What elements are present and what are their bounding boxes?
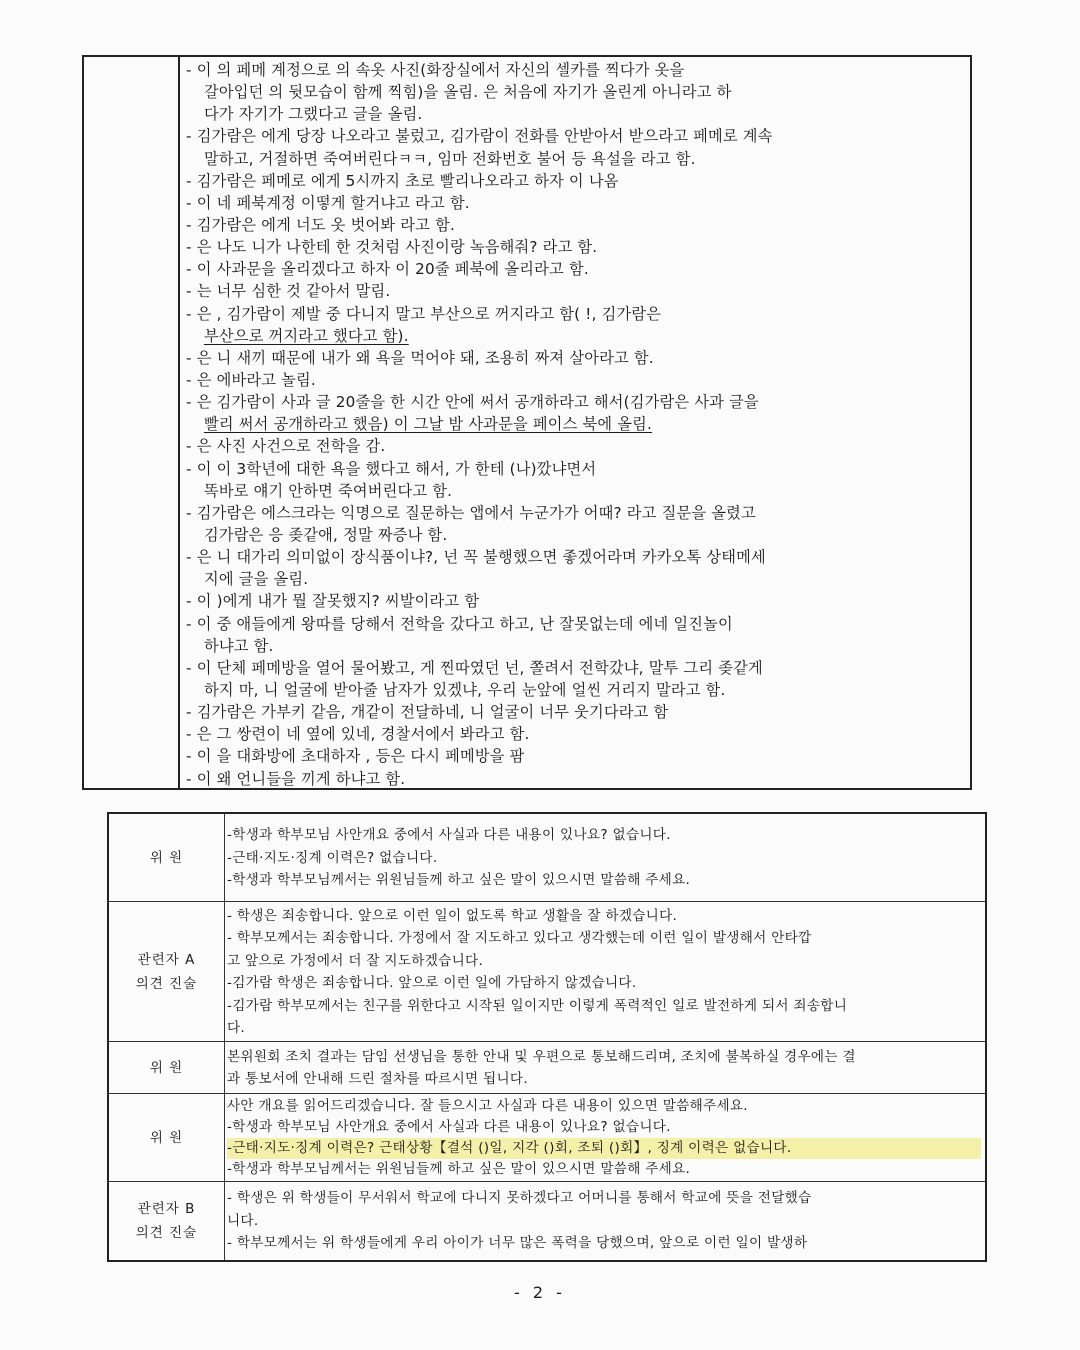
narrative-line: - 은 사진 사건으로 전학을 감. <box>186 437 386 456</box>
record-line: -근태·지도·징계 이력은? 없습니다. <box>227 849 438 866</box>
record-row-label <box>109 1094 225 1181</box>
narrative-line: - 김가람은 페메로 에게 5시까지 초로 빨리나오라고 하자 이 나옴 <box>186 171 619 190</box>
record-line: 사안 개요를 읽어드리겠습니다. 잘 들으시고 사실과 다른 내용이 있으면 말씀해주세요. <box>227 1098 748 1114</box>
record-line: 본위원회 조치 결과는 담임 선생님을 통한 안내 및 우편으로 통보해드리며, 조치에 불복하실 경우에는 결 <box>227 1048 856 1065</box>
narrative-line: - 김가람은 에게 당장 나오라고 불렀고, 김가람이 전화를 안받아서 받으라고 페메로 계속 <box>186 127 773 146</box>
record-line: - 학생은 죄송합니다. 앞으로 이런 일이 없도록 학교 생활을 잘 하겠습니다. <box>227 907 678 924</box>
record-line: - 학생은 위 학생들이 무서워서 학교에 다니지 못하겠다고 어머니를 통해서 학교에 뜻을 전달했습 <box>227 1190 812 1207</box>
record-line: -학생과 학부모님께서는 위원님들께 하고 싶은 말이 있으시면 말씀해 주세요. <box>227 1161 691 1177</box>
record-row <box>109 1042 985 1094</box>
record-label-text: 위 원 <box>149 849 184 866</box>
narrative-line: 부산으로 꺼지라고 했다고 함). <box>204 326 409 345</box>
record-line: -학생과 학부모님 사안개요 중에서 사실과 다른 내용이 있나요? 없습니다. <box>227 1119 671 1135</box>
record-line: -근태·지도·징계 이력은? 근태상황【결석 ()일, 지각 ()회, 조퇴 ()회】, 징계 이력은 없습니다. <box>227 1138 981 1159</box>
record-line: 고 앞으로 가정에서 더 잘 지도하겠습니다. <box>227 952 484 969</box>
incident-table <box>82 55 972 790</box>
narrative-line: - 은 그 쌍련이 네 옆에 있네, 경찰서에서 봐라고 함. <box>186 725 530 744</box>
hearing-record-table <box>107 812 987 1262</box>
narrative-line: 하냐고 함. <box>204 636 274 655</box>
record-label-text: 위 원 <box>149 1059 184 1076</box>
narrative-line: 갈아입던 의 뒷모습이 함께 찍힘)을 올림. 은 처음에 자기가 올린게 아니라고 하 <box>204 83 732 102</box>
record-row-label <box>109 902 225 1041</box>
narrative-line: - 은 에바라고 놀림. <box>186 370 316 389</box>
record-line: -김가람 학부모께서는 친구를 위한다고 시작된 일이지만 이렇게 폭력적인 일로 발전하게 되서 죄송합니 <box>227 997 848 1014</box>
narrative-line: 빨리 써서 공개하라고 했음) 이 그날 밤 사과문을 페이스 북에 올림. <box>204 415 653 434</box>
record-line: 다. <box>227 1020 246 1036</box>
narrative-line: - 김가람은 에게 너도 옷 벗어봐 라고 함. <box>186 215 455 234</box>
record-row <box>109 1182 985 1260</box>
narrative-line: - 김가람은 에스크라는 익명으로 질문하는 앱에서 누군가가 어때? 라고 질문을 올렸고 <box>186 503 756 522</box>
narrative-line: 말하고, 거절하면 죽여버린다ㅋㅋ, 임마 전화번호 불어 등 욕설을 라고 함. <box>204 149 696 168</box>
incident-label-cell <box>84 57 180 788</box>
record-line: -학생과 학부모님 사안개요 중에서 사실과 다른 내용이 있나요? 없습니다. <box>227 827 671 844</box>
narrative-line: - 이 단체 페메방을 열어 물어봤고, 게 찐따였던 넌, 쫄려서 전학갔냐, 말투 그리 좆같게 <box>186 658 763 677</box>
narrative-line: - 이 왜 언니들을 끼게 하냐고 함. <box>186 769 406 788</box>
narrative-line: - 이 사과문을 올리겠다고 하자 이 20줄 페북에 올리라고 함. <box>186 260 589 279</box>
record-row-content <box>227 902 981 1041</box>
record-line: 니다. <box>227 1212 259 1229</box>
record-line: - 학부모께서는 위 학생들에게 우리 아이가 너무 많은 폭력을 당했으며, 앞으로 이런 일이 발생하 <box>227 1235 808 1252</box>
narrative-line: - 이 네 페북계정 이떻게 할거냐고 라고 함. <box>186 193 470 212</box>
narrative-line: - 이 의 페메 계정으로 의 속옷 사진(화장실에서 자신의 셀카를 찍다가 옷을 <box>186 61 685 79</box>
record-line: -김가람 학생은 죄송합니다. 앞으로 이런 일에 가담하지 않겠습니다. <box>227 975 637 991</box>
narrative-line: - 김가람은 가부키 같음, 개같이 전달하네, 니 얼굴이 너무 웃기다라고 함 <box>186 703 669 722</box>
record-line: -학생과 학부모님께서는 위원님들께 하고 싶은 말이 있으시면 말씀해 주세요. <box>227 872 691 889</box>
record-row <box>109 814 985 902</box>
record-label-text: 의견 진술 <box>135 1225 198 1241</box>
narrative-line: - 이 )에게 내가 뭘 잘못했지? 씨발이라고 함 <box>186 592 480 611</box>
record-row-content <box>227 1182 981 1260</box>
record-label-text: 위 원 <box>149 1129 184 1146</box>
page-number: - 2 - <box>514 1283 566 1302</box>
record-line: 과 통보서에 안내해 드린 절차를 따르시면 됩니다. <box>227 1071 528 1087</box>
record-row-content <box>227 814 981 901</box>
narrative-line: 하지 마, 니 얼굴에 받아줄 남자가 있겠냐, 우리 눈앞에 얼씬 거리지 말라고 함. <box>204 680 726 699</box>
narrative-line: 다가 자기가 그랬다고 글을 올림. <box>204 105 423 124</box>
narrative-line: - 이 을 대화방에 초대하자 , 등은 다시 페메방을 팜 <box>186 747 525 766</box>
record-row-label <box>109 814 225 901</box>
narrative-line: - 는 너무 심한 것 같아서 말림. <box>186 282 391 301</box>
narrative-line: - 은 나도 니가 나한테 한 것처럼 사진이랑 녹음해줘? 라고 함. <box>186 238 598 257</box>
narrative-line: 똑바로 얘기 안하면 죽여버린다고 함. <box>204 481 453 500</box>
incident-narrative <box>186 59 966 790</box>
record-label-text: 관련자 A <box>137 951 196 968</box>
record-row <box>109 902 985 1042</box>
record-row-label <box>109 1042 225 1093</box>
record-row <box>109 1094 985 1182</box>
record-line: - 학부모께서는 죄송합니다. 가정에서 잘 지도하고 있다고 생각했는데 이런 일이 발생해서 안타깝 <box>227 930 812 946</box>
narrative-line: - 은 , 김가람이 제발 중 다니지 말고 부산으로 꺼지라고 함( !, 김가람은 <box>186 304 662 323</box>
record-row-content <box>227 1094 981 1181</box>
narrative-line: 지에 글을 올림. <box>204 570 309 589</box>
narrative-line: - 은 김가람이 사과 글 20줄을 한 시간 안에 써서 공개하라고 해서(김가람은 사과 글을 <box>186 393 759 412</box>
record-row-content <box>227 1042 981 1093</box>
record-label-text: 관련자 B <box>137 1201 196 1217</box>
narrative-line: - 이 중 애들에게 왕따를 당해서 전학을 갔다고 하고, 난 잘못없는데 에네 일진놀이 <box>186 614 733 633</box>
record-row-label <box>109 1182 225 1260</box>
narrative-line: - 이 이 3학년에 대한 욕을 했다고 해서, 가 한테 (나)깠냐면서 <box>186 459 597 478</box>
narrative-line: - 은 니 대가리 의미없이 장식품이냐?, 넌 꼭 불행했으면 좋겠어라며 카카오톡 상태메세 <box>186 548 766 567</box>
narrative-line: 김가람은 응 좆같애, 정말 짜증나 함. <box>204 525 448 544</box>
narrative-line: - 은 니 새끼 때문에 내가 왜 욕을 먹어야 돼, 조용히 짜져 살아라고 함. <box>186 348 654 367</box>
record-label-text: 의견 진술 <box>135 975 198 992</box>
